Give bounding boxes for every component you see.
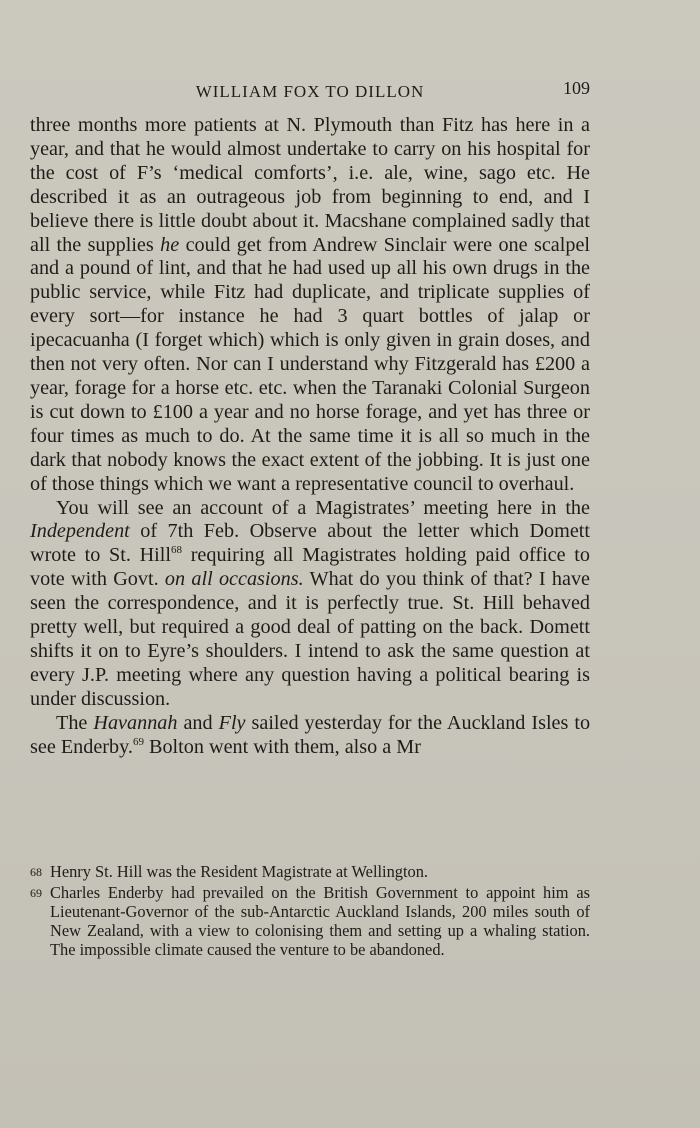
paragraph-3-text-c: sailed yesterday for the Auckland Isles to see Enderby. — [30, 711, 591, 758]
body-text — [30, 114, 590, 759]
paragraph-2-text-a: You will see an account of a Magistrates’ meeting here in the — [56, 496, 590, 519]
paragraph-1-text-continued: could get from Andrew Sinclair were one scalpel and a pound of lint, and that he had used up all his own drugs in the public service, while Fitz had duplicate, and triplicate supplies of every sort—for instance he had 3 quart bottles of jalap or ipecacuanha (I forget which) which is only given in grain doses, and then not very often. Nor can I understand why Fitzgerald has £200 a year, forage for a horse etc. etc. when the Taranaki Colonial Surgeon is cut down to £100 a year and no horse forage, and yet has three or four times as much to do. At the same time it is all so much in the dark that nobody knows the exact extent of the jobbing. It is just one of those things which we want a representative council to overhaul. — [30, 233, 591, 495]
ship-name-fly: Fly — [218, 711, 246, 734]
paragraph-2-text-d: What do you think of that? I have seen the correspondence, and it is perfectly true. St. Hill behaved pretty well, but required a good deal of patting on the back. Domett shifts it on to Eyre’s shoulders. I intend to ask the same question at every J.P. meeting where any question having a political bearing is under discussion. — [30, 568, 591, 710]
footnote-text: Henry St. Hill was the Resident Magistrate at Wellington. — [50, 862, 429, 881]
footnote-mark: 69 — [30, 886, 42, 900]
newspaper-title: Independent — [30, 520, 130, 543]
running-title: WILLIAM FOX TO DILLON — [195, 82, 425, 101]
footnote-68 — [30, 862, 590, 882]
ship-name-havannah: Havannah — [93, 711, 178, 734]
paragraph-1 — [30, 114, 590, 497]
paragraph-2-text-b: of 7th Feb. Observe about the letter which Domett wrote to St. Hill — [30, 520, 591, 567]
footnote-ref-68[interactable]: 68 — [171, 544, 182, 557]
paragraph-3 — [30, 712, 590, 760]
paragraph-1-emphasis: he — [160, 233, 180, 256]
footnote-ref-69[interactable]: 69 — [132, 735, 144, 748]
paragraph-3-text-b: and — [183, 711, 213, 734]
paragraph-3-text-a: The — [56, 711, 88, 734]
paragraph-2-text-c: requiring all Magistrates holding paid office to vote with Govt. — [30, 544, 590, 591]
footnotes — [30, 862, 590, 960]
footnote-text: Charles Enderby had prevailed on the British Government to appoint him as Lieutenant-Governor of the sub-Antarctic Auckland Islands, 200 miles south of New Zealand, with a view to colonising them and setting up a whaling station. The impossible climate caused the venture to be abandoned. — [50, 883, 590, 959]
paragraph-2-emphasis: on all occasions. — [164, 568, 304, 591]
running-head — [30, 78, 590, 106]
footnote-mark: 68 — [30, 865, 42, 879]
paragraph-1-text: three months more patients at N. Plymouth than Fitz has here in a year, and that he would almost undertake to carry on his hospital for the cost of F’s ‘medical comforts’, i.e. ale, wine, sago etc. He described it as an outrageous job from beginning to end, and I believe there is little doubt about it. Macshane complained sadly that all the supplies — [30, 114, 590, 256]
paragraph-2 — [30, 497, 590, 712]
page-number: 109 — [563, 78, 590, 98]
paragraph-3-text-d: Bolton went with them, also a Mr — [149, 735, 421, 758]
footnote-69 — [30, 883, 590, 959]
